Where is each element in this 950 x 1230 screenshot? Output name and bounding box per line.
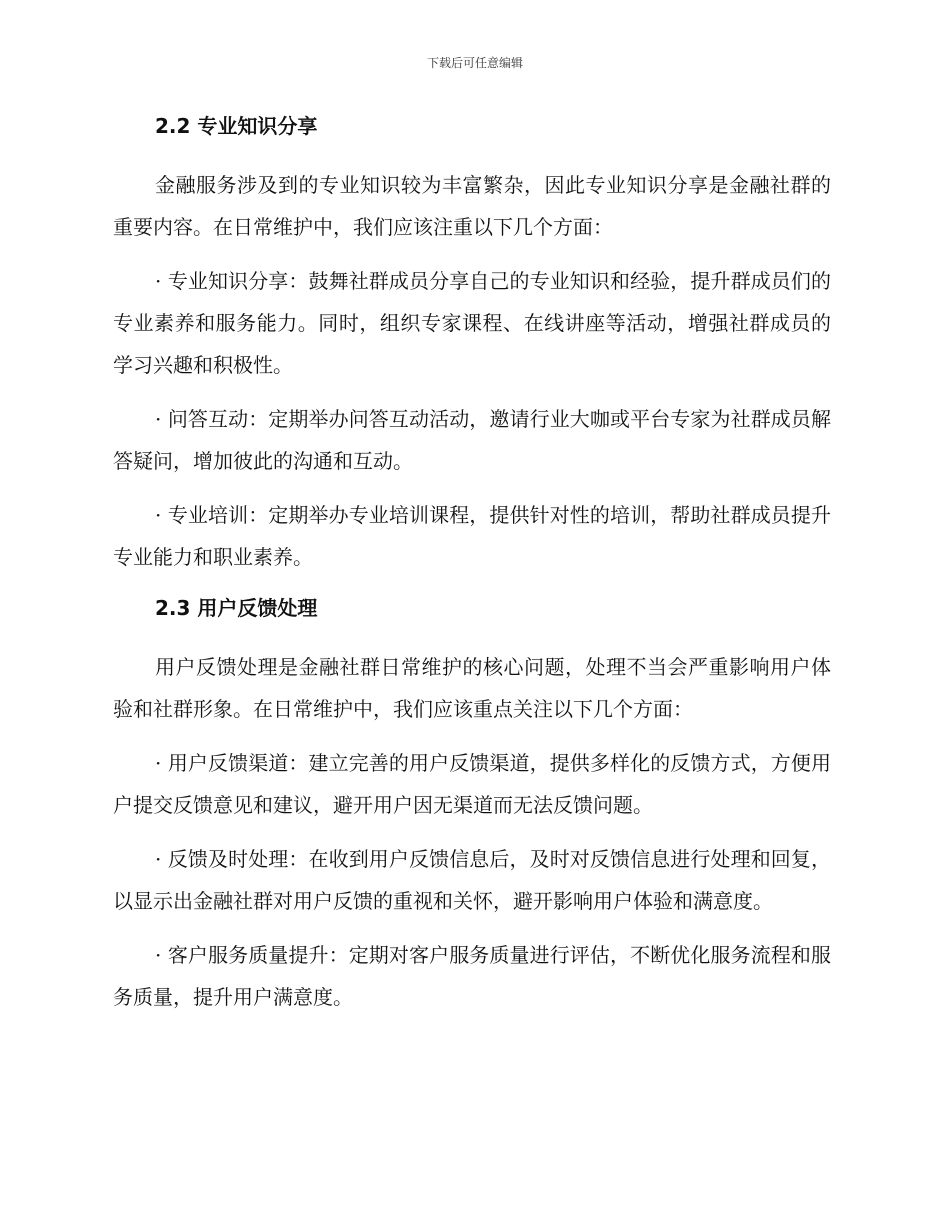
- section-2-2-bullet-qa-interaction: · 问答互动：定期举办问答互动活动，邀请行业大咖或平台专家为社群成员解答疑问，增加彼此的沟通和互动。: [113, 407, 831, 473]
- section-2-3-bullet-service-quality: · 客户服务质量提升：定期对客户服务质量进行评估，不断优化服务流程和服务质量，提升用户满意度。: [113, 943, 831, 1009]
- document-body: [113, 108, 831, 1018]
- section-2-3-bullet-feedback-channel: · 用户反馈渠道：建立完善的用户反馈渠道，提供多样化的反馈方式，方便用户提交反馈意见和建议，避开用户因无渠道而无法反馈问题。: [113, 751, 831, 817]
- section-heading-2-3: 2.3 用户反馈处理: [155, 596, 318, 620]
- section-2-3-intro: 用户反馈处理是金融社群日常维护的核心问题，处理不当会严重影响用户体验和社群形象。在日常维护中，我们应该重点关注以下几个方面：: [113, 655, 831, 721]
- section-2-2-bullet-training: · 专业培训：定期举办专业培训课程，提供针对性的培训，帮助社群成员提升专业能力和职业素养。: [113, 503, 831, 569]
- section-heading-2-2: 2.2 专业知识分享: [155, 114, 318, 138]
- page-header: 下载后可任意编辑: [426, 56, 523, 70]
- section-2-2-intro: 金融服务涉及到的专业知识较为丰富繁杂，因此专业知识分享是金融社群的重要内容。在日常维护中，我们应该注重以下几个方面：: [113, 173, 831, 239]
- section-2-3-bullet-timely-processing: · 反馈及时处理：在收到用户反馈信息后，及时对反馈信息进行处理和回复，以显示出金融社群对用户反馈的重视和关怀，避开影响用户体验和满意度。: [113, 847, 831, 913]
- section-2-2-bullet-knowledge-sharing: · 专业知识分享：鼓舞社群成员分享自己的专业知识和经验，提升群成员们的专业素养和服务能力。同时，组织专家课程、在线讲座等活动，增强社群成员的学习兴趣和积极性。: [113, 269, 831, 377]
